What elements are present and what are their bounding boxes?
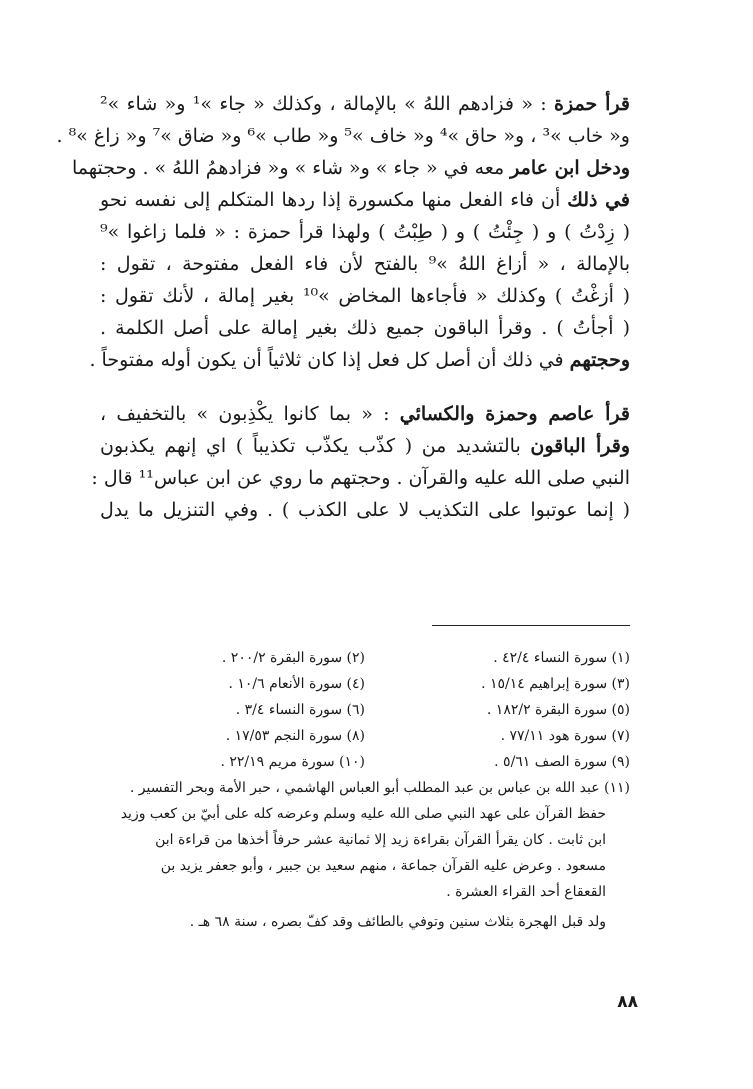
- bold-lead: قرأ حمزة: [554, 93, 630, 115]
- text-line: [100, 88, 630, 120]
- line-text: ( زِدْتُ ) و ( جِئْتُ ) و ( طِبْتُ ) ولهذا قرأ حمزة : « فلما زاغوا »⁹: [100, 221, 630, 243]
- bold-lead: وقرأ الباقون: [530, 435, 631, 457]
- line-text: و« خاب »³ ، و« حاق »⁴ و« خاف »⁵ و« طاب »⁶ و« ضاق »⁷ و« زاغ »⁸ .: [56, 125, 630, 147]
- footnote-row: [100, 749, 630, 775]
- footnote-row: [100, 697, 630, 723]
- footnote: (١٠) سورة مريم ٢٢/١٩ .: [220, 754, 365, 770]
- paragraph-gap: [100, 376, 630, 398]
- line-text: ( أجأتُ ) . وقرأ الباقون جميع ذلك بغير إمالة على أصل الكلمة .: [100, 317, 630, 339]
- text-line: [100, 312, 630, 344]
- footnote-separator: [432, 625, 630, 626]
- footnote-row: [100, 645, 630, 671]
- line-text: في ذلك أن أصل كل فعل إذا كان ثلاثياً أن يكون أوله مفتوحاً .: [89, 349, 570, 371]
- footnote-line: (١١) عبد الله بن عباس بن عبد المطلب أبو العباس الهاشمي ، حبر الأمة وبحر التفسير .: [129, 780, 630, 796]
- bold-lead: ودخل ابن عامر: [510, 157, 630, 179]
- text-line: [100, 494, 630, 526]
- line-text: بالإمالة ، « أزاغ اللهُ »⁹ بالفتح لأن فاء الفعل مفتوحة ، تقول :: [100, 253, 630, 275]
- main-text: [56, 88, 631, 526]
- footnote: (٦) سورة النساء ٣/٤ .: [235, 702, 365, 718]
- footnote-line: القعقاع أحد القراء العشرة .: [446, 884, 606, 900]
- bold-lead: وحجتهم: [569, 349, 630, 371]
- footnote: (٩) سورة الصف ٥/٦١ .: [494, 754, 630, 770]
- text-line: [100, 430, 630, 462]
- footnote: (٢) سورة البقرة ٢٠٠/٢ .: [221, 650, 365, 666]
- footnote-line: ولد قبل الهجرة بثلاث سنين وتوفي بالطائف وقد كفّ بصره ، سنة ٦٨ هـ .: [189, 914, 606, 930]
- footnote: (٤) سورة الأنعام ١٠/٦ .: [228, 676, 365, 692]
- footnotes: [100, 645, 630, 935]
- footnote-line: مسعود . وعرض عليه القرآن جماعة ، منهم سعيد بن جبير ، وأبو جعفر يزيد بن: [160, 858, 606, 874]
- line-text: معه في « جاء » و« شاء » و« فزادهمُ اللهُ » . وحجتهما: [71, 157, 511, 179]
- line-text: ( أزغْتُ ) وكذلك « فأجاءها المخاض »¹⁰ بغير إمالة ، لأنك تقول :: [100, 285, 630, 307]
- footnote-row: [100, 671, 630, 697]
- line-text: أن فاء الفعل منها مكسورة إذا ردها المتكلم إلى نفسه نحو: [100, 189, 568, 211]
- bold-lead: في ذلك: [567, 189, 631, 211]
- footnote: (٣) سورة إبراهيم ١٥/١٤ .: [481, 676, 630, 692]
- footnote: (٥) سورة البقرة ١٨٢/٢ .: [486, 702, 630, 718]
- text-line: [56, 120, 630, 152]
- line-text: : « فزادهم اللهُ » بالإمالة ، وكذلك « جاء »¹ و« شاء »²: [100, 93, 555, 115]
- line-text: النبي صلى الله عليه والقرآن . وحجتهم ما روي عن ابن عباس¹¹ قال :: [91, 467, 630, 489]
- text-line: [100, 184, 630, 216]
- line-text: بالتشديد من ( كذّب يكذّب تكذيباً ) اي إنهم يكذبون: [100, 435, 531, 457]
- paragraph-2: [91, 398, 631, 526]
- footnote: (١) سورة النساء ٤٢/٤ .: [493, 650, 630, 666]
- text-line: [100, 280, 630, 312]
- footnote: (٧) سورة هود ٧٧/١١ .: [500, 728, 630, 744]
- text-line: [91, 462, 630, 494]
- footnote-row: [100, 723, 630, 749]
- bold-lead: قرأ عاصم وحمزة والكسائي: [399, 403, 630, 425]
- text-line: [100, 248, 630, 280]
- footnote-line: حفظ القرآن على عهد النبي صلى الله عليه وسلم وعرضه كله على أبيّ بن كعب وزيد: [120, 806, 606, 822]
- text-line: [100, 398, 630, 430]
- paragraph-1: [56, 88, 631, 376]
- line-text: ( إنما عوتبوا على التكذيب لا على الكذب ) . وفي التنزيل ما يدل: [100, 499, 630, 521]
- line-text: : « بما كانوا يكْذِبون » بالتخفيف ،: [100, 403, 400, 425]
- footnote-11: [100, 775, 630, 935]
- text-line: [100, 216, 630, 248]
- footnote: (٨) سورة النجم ١٧/٥٣ .: [225, 728, 365, 744]
- text-line: [71, 152, 630, 184]
- page-number: ٨٨: [617, 992, 638, 1012]
- text-line: [89, 344, 630, 376]
- footnote-line: ابن ثابت . كان يقرأ القرآن بقراءة زيد إلا ثمانية عشر حرفاً أخذها من قراءة ابن: [155, 832, 606, 848]
